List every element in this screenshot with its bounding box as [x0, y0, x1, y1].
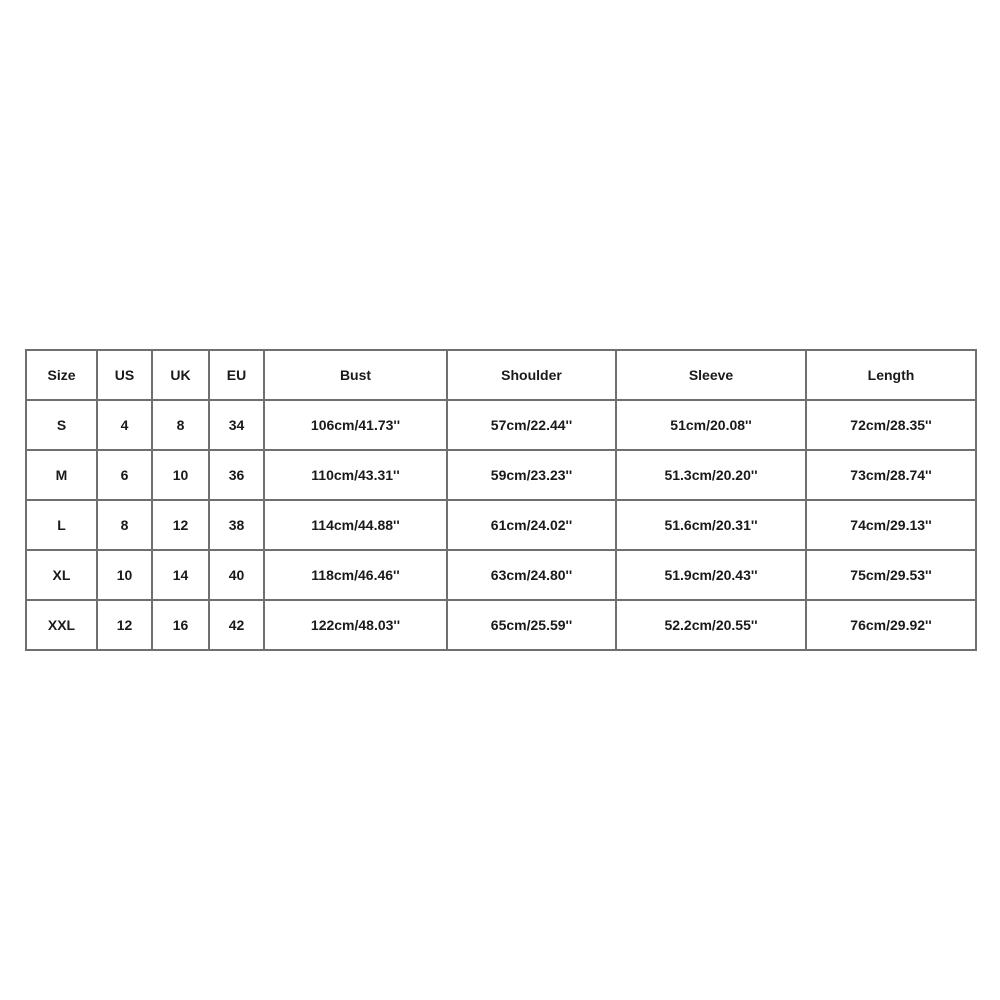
cell-size: XL: [26, 550, 97, 600]
cell-sleeve: 51.9cm/20.43'': [616, 550, 806, 600]
cell-uk: 10: [152, 450, 209, 500]
cell-uk: 8: [152, 400, 209, 450]
size-chart-header: [26, 350, 976, 400]
cell-eu: 38: [209, 500, 264, 550]
cell-length: 73cm/28.74'': [806, 450, 976, 500]
table-row: [26, 400, 976, 450]
header-row: [26, 350, 976, 400]
header-eu: EU: [209, 350, 264, 400]
cell-us: 8: [97, 500, 152, 550]
cell-eu: 42: [209, 600, 264, 650]
cell-length: 72cm/28.35'': [806, 400, 976, 450]
header-bust: Bust: [264, 350, 447, 400]
cell-length: 75cm/29.53'': [806, 550, 976, 600]
cell-sleeve: 52.2cm/20.55'': [616, 600, 806, 650]
cell-us: 10: [97, 550, 152, 600]
header-length: Length: [806, 350, 976, 400]
table-row: [26, 600, 976, 650]
cell-sleeve: 51.3cm/20.20'': [616, 450, 806, 500]
table-row: [26, 550, 976, 600]
cell-shoulder: 63cm/24.80'': [447, 550, 616, 600]
cell-us: 6: [97, 450, 152, 500]
cell-size: S: [26, 400, 97, 450]
cell-uk: 16: [152, 600, 209, 650]
size-chart-body: [26, 400, 976, 650]
header-sleeve: Sleeve: [616, 350, 806, 400]
cell-us: 4: [97, 400, 152, 450]
cell-length: 74cm/29.13'': [806, 500, 976, 550]
cell-eu: 34: [209, 400, 264, 450]
cell-bust: 114cm/44.88'': [264, 500, 447, 550]
cell-eu: 36: [209, 450, 264, 500]
header-size: Size: [26, 350, 97, 400]
cell-length: 76cm/29.92'': [806, 600, 976, 650]
cell-size: L: [26, 500, 97, 550]
header-us: US: [97, 350, 152, 400]
cell-bust: 122cm/48.03'': [264, 600, 447, 650]
cell-sleeve: 51.6cm/20.31'': [616, 500, 806, 550]
cell-shoulder: 61cm/24.02'': [447, 500, 616, 550]
cell-shoulder: 57cm/22.44'': [447, 400, 616, 450]
cell-uk: 14: [152, 550, 209, 600]
table-row: [26, 500, 976, 550]
cell-us: 12: [97, 600, 152, 650]
table-row: [26, 450, 976, 500]
header-uk: UK: [152, 350, 209, 400]
cell-sleeve: 51cm/20.08'': [616, 400, 806, 450]
cell-shoulder: 65cm/25.59'': [447, 600, 616, 650]
cell-size: M: [26, 450, 97, 500]
cell-bust: 106cm/41.73'': [264, 400, 447, 450]
cell-size: XXL: [26, 600, 97, 650]
size-chart-table: [25, 349, 977, 651]
cell-uk: 12: [152, 500, 209, 550]
cell-shoulder: 59cm/23.23'': [447, 450, 616, 500]
cell-bust: 118cm/46.46'': [264, 550, 447, 600]
header-shoulder: Shoulder: [447, 350, 616, 400]
cell-bust: 110cm/43.31'': [264, 450, 447, 500]
cell-eu: 40: [209, 550, 264, 600]
